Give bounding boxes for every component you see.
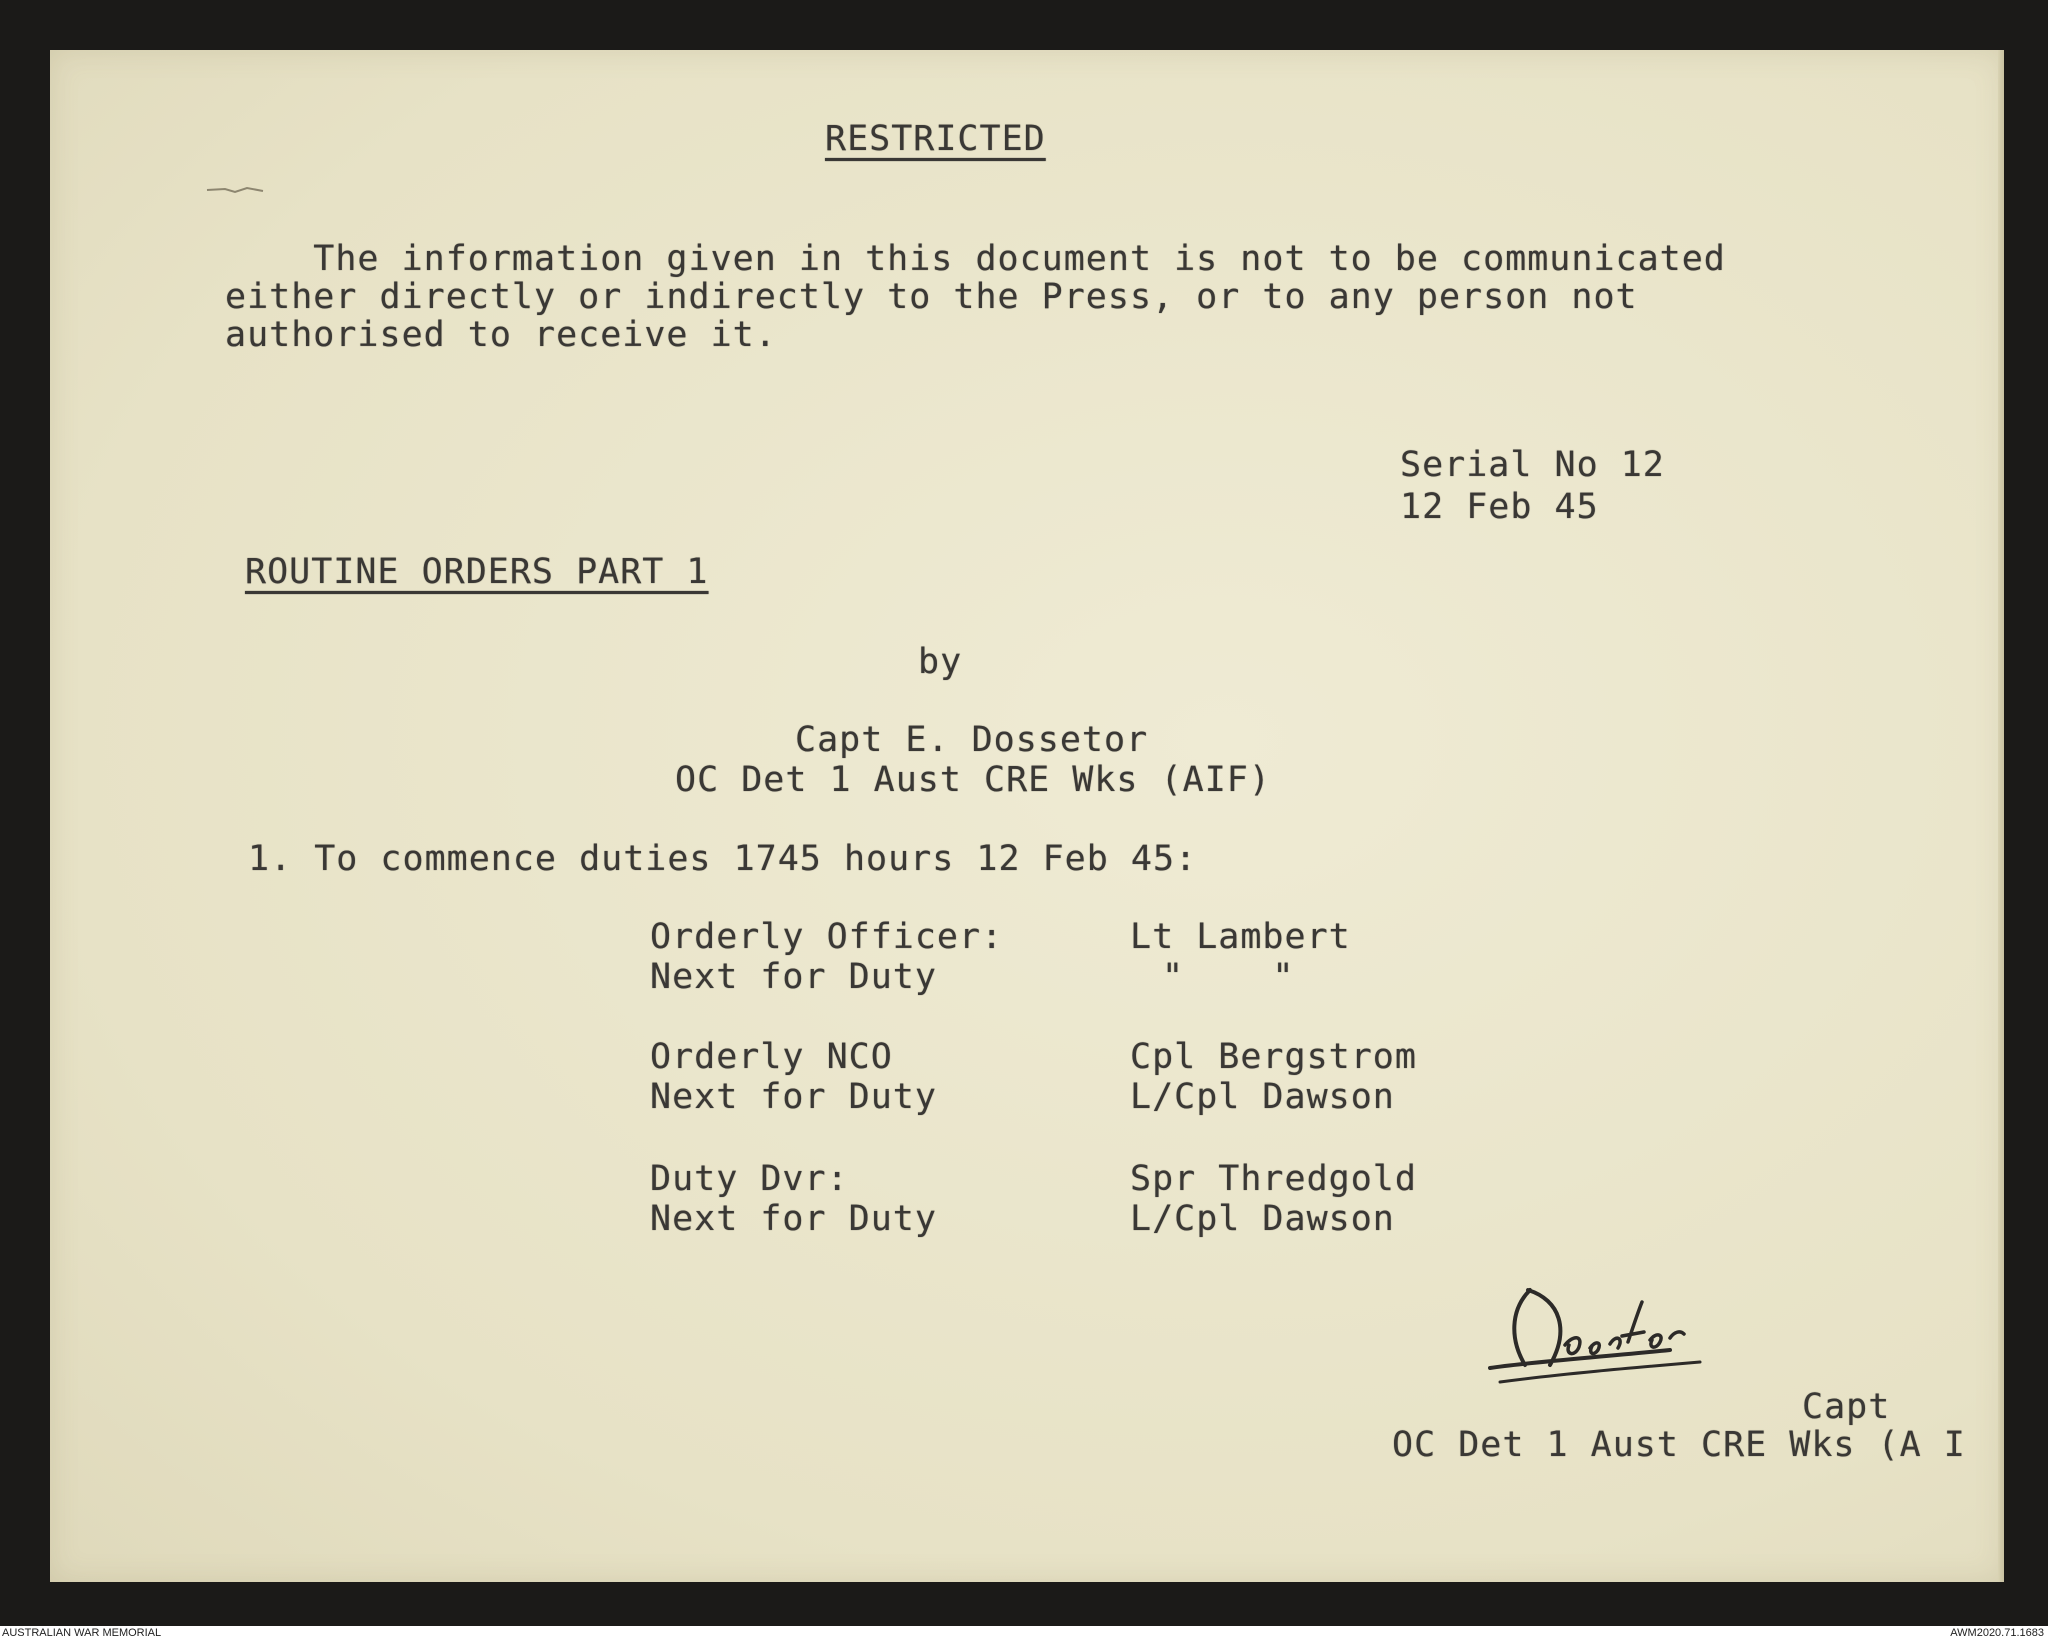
duty-person-1: Lt Lambert [1130,917,1351,957]
paper-edge [1998,50,2004,1582]
duty-person-5: Spr Thredgold [1130,1159,1417,1199]
signature-rank: Capt [1802,1387,1891,1427]
duty-person-4: L/Cpl Dawson [1130,1077,1395,1117]
issuer-name: Capt E. Dossetor [795,720,1149,760]
duty-role-1: Orderly Officer: [650,917,1004,957]
notice-line-2: either directly or indirectly to the Press, or to any person not [225,277,1638,317]
duty-role-4: Next for Duty [650,1077,937,1117]
routine-orders-title: ROUTINE ORDERS PART 1 [245,552,709,592]
duty-role-3: Orderly NCO [650,1037,893,1077]
paper-crease-mark [205,180,265,200]
notice-line-3: authorised to receive it. [225,315,777,355]
signature-unit: OC Det 1 Aust CRE Wks (A I [1392,1425,1966,1465]
duty-role-5: Duty Dvr: [650,1159,849,1199]
order-1: 1. To commence duties 1745 hours 12 Feb 45: [248,839,1198,879]
notice-line-1: The information given in this document is not to be communicated [225,239,1726,279]
serial-number: Serial No 12 [1400,445,1665,485]
duty-person-6: L/Cpl Dawson [1130,1199,1395,1239]
restricted-heading: RESTRICTED [825,119,1046,159]
duty-role-2: Next for Duty [650,957,937,997]
document-date: 12 Feb 45 [1400,487,1599,527]
handwritten-signature [1470,1270,1730,1400]
archive-name: AUSTRALIAN WAR MEMORIAL [2,1627,162,1639]
duty-person-3: Cpl Bergstrom [1130,1037,1417,1077]
duty-role-6: Next for Duty [650,1199,937,1239]
duty-person-2: " " [1162,957,1295,997]
by-label: by [918,642,963,682]
accession-number: AWM2020.71.1683 [1950,1627,2044,1639]
archive-footer [0,1626,2048,1640]
issuer-unit: OC Det 1 Aust CRE Wks (AIF) [675,760,1271,800]
